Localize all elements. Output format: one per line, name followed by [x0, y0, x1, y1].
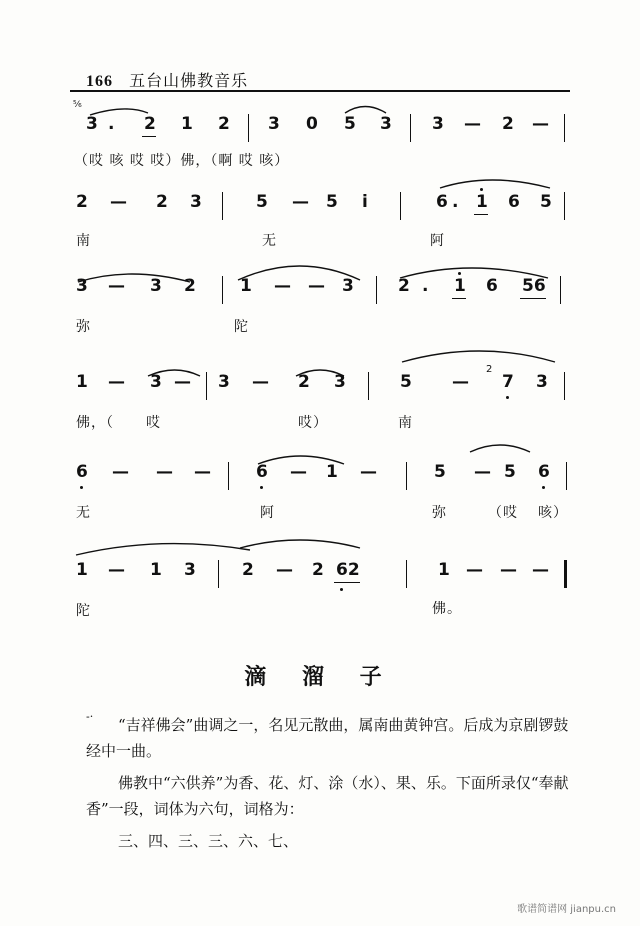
barline	[206, 372, 207, 400]
note-low: 6	[256, 462, 268, 482]
barline	[228, 462, 229, 490]
note: 6	[486, 276, 498, 296]
slur	[402, 351, 555, 362]
lyric: 佛。	[432, 601, 462, 617]
dash: —	[464, 114, 481, 134]
note-low: 6	[538, 462, 550, 482]
lyric: （哎	[488, 505, 518, 521]
note: 5	[344, 114, 356, 134]
page-number: 166	[86, 73, 113, 90]
dash: —	[292, 192, 309, 212]
lyric: 阿	[260, 505, 275, 521]
watermark: 歌谱简谱网 jianpu.cn	[517, 904, 616, 915]
small-mark: -·	[86, 710, 94, 723]
section-title: 滴 溜 子	[244, 665, 396, 690]
underline	[520, 298, 546, 299]
note: 2	[184, 276, 196, 296]
lyric: 南	[398, 415, 413, 431]
dash: —	[360, 462, 377, 482]
key-signature: ⁵⁄₆	[73, 100, 82, 110]
octave-dot-low	[260, 486, 263, 489]
note: 2	[242, 560, 254, 580]
note: 2	[398, 276, 410, 296]
octave-dot-low	[340, 588, 343, 591]
underline	[452, 298, 466, 299]
note: 2	[502, 114, 514, 134]
octave-dot-low	[506, 396, 509, 399]
note-low: 6	[76, 462, 88, 482]
dash: —	[466, 560, 483, 580]
dash: —	[108, 372, 125, 392]
dash: —	[308, 276, 325, 296]
note-high: 1	[454, 276, 466, 296]
underline	[474, 214, 488, 215]
barline	[564, 372, 565, 400]
paragraph-3: 三、四、三、三、六、七、	[118, 832, 299, 850]
lyric: 无	[76, 505, 91, 521]
note: 3	[218, 372, 230, 392]
slur	[470, 445, 530, 452]
octave-dot	[458, 272, 461, 275]
dash: —	[532, 560, 549, 580]
dash: —	[452, 372, 469, 392]
note-pair: 56	[522, 276, 546, 296]
lyric: 南	[76, 233, 91, 249]
dash: —	[290, 462, 307, 482]
barline	[376, 276, 377, 304]
dot: .	[108, 114, 115, 134]
slur	[76, 544, 250, 555]
note: 5	[540, 192, 552, 212]
barline	[566, 462, 567, 490]
octave-dot	[480, 188, 483, 191]
dot: .	[452, 192, 459, 212]
octave-dot-low	[542, 486, 545, 489]
note-pair: 62	[336, 560, 360, 580]
note: 2	[144, 114, 156, 134]
dash: —	[110, 192, 127, 212]
note: 1	[326, 462, 338, 482]
dot: .	[422, 276, 429, 296]
dash: —	[174, 372, 191, 392]
underline	[334, 582, 360, 583]
barline	[564, 192, 565, 220]
note: 5	[400, 372, 412, 392]
grace-note: 2	[486, 364, 493, 375]
note: 3	[380, 114, 392, 134]
slur	[345, 107, 386, 114]
final-barline	[564, 560, 567, 588]
slur	[240, 540, 360, 548]
dash: —	[108, 560, 125, 580]
staff-row-3	[70, 276, 570, 310]
staff-row-1	[70, 114, 570, 148]
barline	[218, 560, 219, 588]
barline	[400, 192, 401, 220]
paragraph-1: “吉祥佛会”曲调之一，名见元散曲，属南曲黄钟宫。后成为京剧锣鼓经中一曲。	[86, 716, 569, 760]
paragraph-2: 佛教中“六供养”为香、花、灯、涂（水）、果、乐。下面所录仅“奉献香”一段，词体为六句，词格为：	[86, 774, 569, 818]
lyric: 陀	[76, 603, 91, 619]
dash: —	[108, 276, 125, 296]
lyric: 阿	[430, 233, 445, 249]
barline	[564, 114, 565, 142]
note: 3	[536, 372, 548, 392]
barline	[406, 462, 407, 490]
lyrics-row-1: （哎 咳 哎 哎）佛，（啊 哎 咳）	[74, 153, 290, 169]
note: 3	[150, 276, 162, 296]
note: 1	[181, 114, 193, 134]
note: 3	[190, 192, 202, 212]
note: 3	[184, 560, 196, 580]
lyric: 咳）	[538, 505, 568, 521]
dash: —	[156, 462, 173, 482]
barline	[222, 192, 223, 220]
note: 3	[268, 114, 280, 134]
page-header	[86, 68, 248, 91]
note-high: 1	[476, 192, 488, 212]
note: 3	[342, 276, 354, 296]
lyric: 佛，（	[76, 415, 114, 431]
note: 3	[86, 114, 98, 134]
dash: —	[112, 462, 129, 482]
lyric: 弥	[432, 505, 447, 521]
note: 2	[76, 192, 88, 212]
note: 1	[150, 560, 162, 580]
barline	[406, 560, 407, 588]
note: 5	[256, 192, 268, 212]
dash: —	[194, 462, 211, 482]
note: 5	[434, 462, 446, 482]
note: 3	[334, 372, 346, 392]
note: 3	[150, 372, 162, 392]
note: 1	[76, 560, 88, 580]
note: 3	[76, 276, 88, 296]
dash: —	[532, 114, 549, 134]
lyric: 哎	[146, 415, 161, 431]
dash: —	[276, 560, 293, 580]
barline	[560, 276, 561, 304]
note: 5	[326, 192, 338, 212]
book-title: 五台山佛教音乐	[129, 71, 249, 90]
note: 2	[298, 372, 310, 392]
dash: —	[500, 560, 517, 580]
note: 2	[156, 192, 168, 212]
dash: —	[252, 372, 269, 392]
note: 6	[508, 192, 520, 212]
staff-row-4	[70, 364, 570, 406]
lyric: 弥	[76, 319, 91, 335]
dash: —	[274, 276, 291, 296]
barline	[410, 114, 411, 142]
staff-row-6	[70, 560, 570, 594]
lyric: 陀	[234, 319, 249, 335]
note: 0	[306, 114, 318, 134]
lyric: 无	[262, 233, 277, 249]
staff-row-2	[70, 192, 570, 226]
note: 6	[436, 192, 448, 212]
barline	[222, 276, 223, 304]
note: 2	[218, 114, 230, 134]
note: 2	[312, 560, 324, 580]
dash: —	[474, 462, 491, 482]
header-rule	[70, 90, 570, 92]
note: 3	[432, 114, 444, 134]
lyric: 哎）	[298, 415, 328, 431]
underline	[142, 136, 156, 137]
slur	[440, 180, 550, 188]
note: 5	[504, 462, 516, 482]
staff-row-5	[70, 462, 570, 496]
note-low: 7	[502, 372, 514, 392]
barline	[248, 114, 249, 142]
note-high: i	[362, 192, 368, 212]
note: 1	[76, 372, 88, 392]
note: 1	[240, 276, 252, 296]
octave-dot-low	[80, 486, 83, 489]
barline	[368, 372, 369, 400]
note: 1	[438, 560, 450, 580]
